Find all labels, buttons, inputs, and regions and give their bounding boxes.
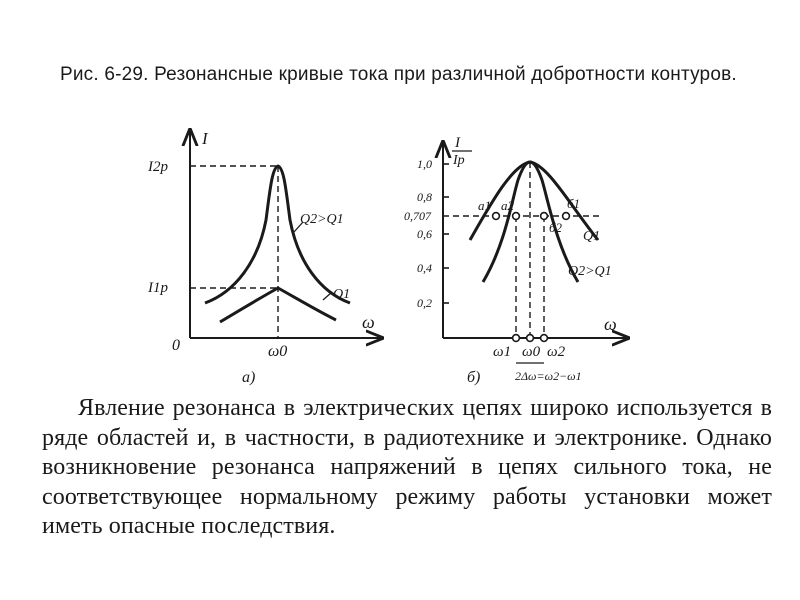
fig-a-x-axis-label: ω bbox=[362, 312, 375, 332]
fig-b-panel-label: б) bbox=[467, 369, 481, 386]
fig-b-label-a2: a2 bbox=[501, 198, 514, 213]
fig-b-ytick-label-0-707: 0,707 bbox=[404, 209, 431, 223]
fig-a-i2p-label: I2p bbox=[148, 159, 168, 175]
fig-b-y-axis-label-denominator: Ip bbox=[453, 153, 465, 168]
fig-b-y-axis-label: I bbox=[455, 135, 460, 151]
fig-b-ytick-label-0-4: 0,4 bbox=[417, 261, 432, 275]
fig-a-leader-low-q bbox=[323, 292, 332, 300]
fig-a-y-axis-label: I bbox=[202, 129, 208, 148]
fig-b-bandwidth-label: 2Δω=ω2−ω1 bbox=[515, 369, 582, 383]
fig-b-label-a1: a1 bbox=[478, 198, 491, 213]
fig-b-ytick-label-0-8: 0,8 bbox=[417, 190, 432, 204]
fig-b-point-omega0 bbox=[527, 335, 534, 342]
fig-b-point-b1 bbox=[563, 213, 570, 220]
fig-b-omega0-label: ω0 bbox=[522, 344, 541, 360]
fig-b-point-b2 bbox=[541, 213, 548, 220]
fig-b-point-a2 bbox=[513, 213, 520, 220]
fig-b-ytick-label-1-0: 1,0 bbox=[417, 157, 432, 171]
fig-b-ytick-label-0-6: 0,6 bbox=[417, 227, 432, 241]
figure-b bbox=[404, 135, 628, 386]
fig-a-i1p-label: I1p bbox=[148, 280, 168, 296]
fig-b-point-omega2 bbox=[541, 335, 548, 342]
fig-b-point-a1 bbox=[493, 213, 500, 220]
body-paragraph: Явление резонанса в электрических цепях широко используется в ряде областей и, в частности, в радиотехнике и электронике. Однако возникновение резонанса напряжений в цепях сильного тока, не соответствующее нормальному режиму работы установки может иметь опасные последствия. bbox=[42, 395, 772, 539]
fig-b-label-b1: б1 bbox=[567, 196, 581, 211]
fig-b-high-q-label: Q2>Q1 bbox=[568, 264, 612, 279]
fig-b-point-omega1 bbox=[513, 335, 520, 342]
fig-a-origin-label: 0 bbox=[172, 337, 180, 354]
fig-b-ytick-label-0-2: 0,2 bbox=[417, 296, 432, 310]
fig-b-label-b2: б2 bbox=[549, 220, 563, 235]
figure-a bbox=[147, 129, 382, 386]
fig-b-omega1-label: ω1 bbox=[493, 344, 512, 360]
fig-a-panel-label: а) bbox=[242, 369, 256, 386]
fig-a-high-q-label: Q2>Q1 bbox=[300, 212, 344, 227]
fig-a-omega0-label: ω0 bbox=[268, 343, 288, 360]
figure-caption: Рис. 6-29. Резонансные кривые тока при различной добротности контуров. bbox=[60, 64, 737, 85]
fig-b-low-q-label: Q1 bbox=[583, 229, 601, 244]
fig-a-low-q-label: Q1 bbox=[333, 287, 351, 302]
fig-b-omega2-label: ω2 bbox=[547, 344, 566, 360]
fig-b-x-axis-label: ω bbox=[604, 314, 617, 334]
